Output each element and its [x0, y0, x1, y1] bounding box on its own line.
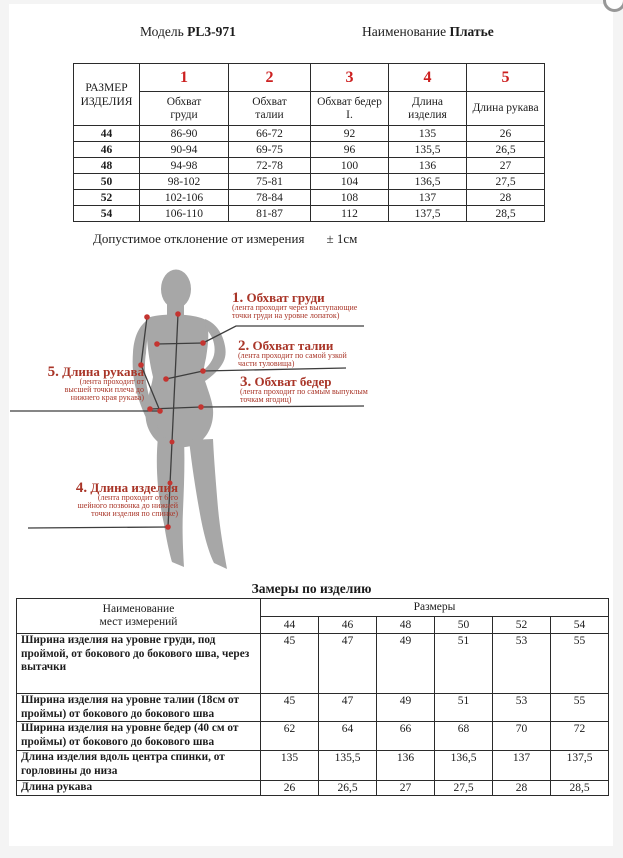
size-row-48: 48 94-98 72-78 100 136 27: [74, 158, 545, 174]
annotation-title: Длина рукава: [62, 364, 144, 379]
col-number-5: 5: [467, 64, 545, 92]
size-table-number-row: [74, 64, 545, 92]
size-chart-table: [73, 63, 545, 222]
model-value: PL3-971: [187, 24, 236, 39]
col-header-chest: Обхват груди: [140, 92, 229, 126]
annotation-chest: 1. Обхват груди (лента проходит через выступающие точки груди на уровне лопаток): [232, 290, 358, 320]
size-row-52: 52 102-106 78-84 108 137 28: [74, 190, 545, 206]
name-header: [362, 24, 494, 40]
size-table-label-row: [74, 92, 545, 126]
col-number-1: 1: [140, 64, 229, 92]
measurement-figure: [0, 262, 623, 582]
col-header-length: Длина изделия: [389, 92, 467, 126]
item-measurements-table: [16, 598, 609, 796]
annotation-title: Обхват бедер: [254, 374, 332, 389]
model-header: [140, 24, 236, 40]
col-number-3: 3: [311, 64, 389, 92]
measure-table-header-row: [17, 599, 609, 617]
col-header-sleeve: Длина рукава: [467, 92, 545, 126]
model-label: Модель: [140, 24, 184, 39]
annotation-sleeve-length: 5. Длина рукава (лента проходит от высшей точки плеча до нижнего края рукава): [47, 364, 144, 402]
pointer-length: [28, 527, 168, 528]
annotation-hips: 3. Обхват бедер (лента проходит по самым выпуклым точкам ягодиц): [240, 374, 368, 404]
measure-row-waist-width: Ширина изделия на уровне талии (18см от проймы) от бокового до бокового шва 45 47 49 51 53 55: [17, 694, 609, 722]
size-row-50: 50 98-102 75-81 104 136,5 27,5: [74, 174, 545, 190]
measure-table-sizes-row: 44 46 48 50 52 54: [17, 617, 609, 634]
sizes-header: Размеры: [261, 599, 609, 617]
measure-row-back-length: Длина изделия вдоль центра спинки, от горловины до низа 135 135,5 136 136,5 137 137,5: [17, 751, 609, 781]
size-table-corner-header: РАЗМЕР ИЗДЕЛИЯ: [74, 64, 140, 126]
measurements-section-title: Замеры по изделию: [251, 581, 372, 596]
annotation-waist: 2. Обхват талии (лента проходит по самой узкой части туловища): [238, 338, 347, 368]
measure-row-sleeve-length: Длина рукава 26 26,5 27 27,5 28 28,5: [17, 781, 609, 796]
size-row-44: 44 86-90 66-72 92 135 26: [74, 126, 545, 142]
col-number-2: 2: [229, 64, 311, 92]
size-row-46: 46 90-94 69-75 96 135,5 26,5: [74, 142, 545, 158]
measure-row-chest-width: Ширина изделия на уровне груди, под проймой, от бокового до бокового шва, через вытачки 45 47 49 51 53 55: [17, 634, 609, 694]
annotation-item-length: 4. Длина изделия (лента проходит от 6-го шейного позвонка до нижней точки изделия по спинке): [75, 480, 178, 518]
tolerance-label: Допустимое отклонение от измерения: [93, 231, 305, 246]
annotation-title: Обхват груди: [246, 290, 325, 305]
col-header-hips: Обхват бедер I.: [311, 92, 389, 126]
annotation-title: Длина изделия: [90, 480, 178, 495]
name-label: Наименование: [362, 24, 447, 39]
col-header-waist: Обхват талии: [229, 92, 311, 126]
measure-row-hip-width: Ширина изделия на уровне бедер (40 см от проймы) от бокового до бокового шва 62 64 66 68 70 72: [17, 722, 609, 751]
size-row-54: 54 106-110 81-87 112 137,5 28,5: [74, 206, 545, 222]
name-value: Платье: [449, 24, 494, 39]
tolerance-value: ± 1см: [326, 231, 358, 246]
pointer-hips: [201, 406, 364, 407]
tolerance-note: [93, 231, 357, 247]
pointer-waist: [203, 368, 346, 371]
measure-name-header: Наименование мест измерений: [17, 599, 261, 634]
annotation-title: Обхват талии: [252, 338, 334, 353]
col-number-4: 4: [389, 64, 467, 92]
